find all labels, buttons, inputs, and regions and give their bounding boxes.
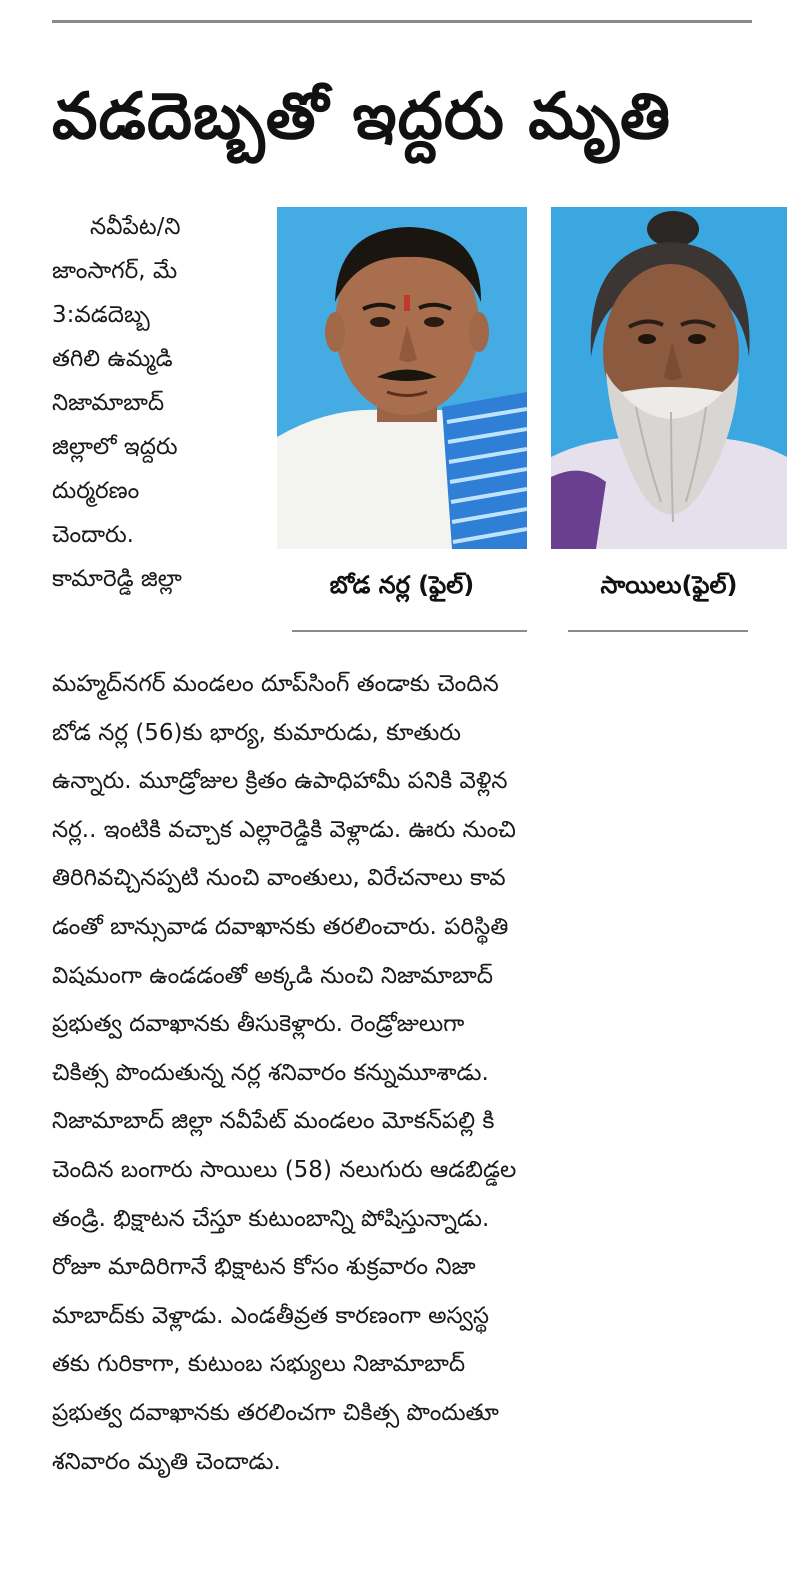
body-line: బోడ నర్ల (56)కు భార్య, కుమారుడు, కూతురు bbox=[52, 719, 461, 746]
body-line: డంతో బాన్సువాడ దవాఖానకు తరలించారు. పరిస్థితి bbox=[52, 913, 509, 940]
top-rule bbox=[52, 20, 752, 23]
intro-line: జాంసాగర్, మే bbox=[52, 258, 178, 284]
body-line: నిజామాబాద్ జిల్లా నవీపేట్ మండలం మోకన్‌పల్లి కి bbox=[52, 1108, 495, 1135]
body-line: ప్రభుత్వ దవాఖానకు తరలించగా చికిత్స పొందుతూ bbox=[52, 1399, 499, 1426]
body-line: నర్ల.. ఇంటికి వచ్చాక ఎల్లారెడ్డికి వెళ్లాడు. ఊరు నుంచి bbox=[52, 816, 516, 843]
body-line: చెందిన బంగారు సాయిలు (58) నలుగురు ఆడబిడ్డల bbox=[52, 1156, 517, 1183]
body-line: రోజూ మాదిరిగానే భిక్షాటన కోసం శుక్రవారం నిజా bbox=[52, 1254, 476, 1281]
headline: వడదెబ్బతో ఇద్దరు మృతి bbox=[52, 80, 672, 154]
intro-line: జిల్లాలో ఇద్దరు bbox=[52, 434, 178, 460]
body-line: మహ్మద్‌నగర్ మండలం దూప్‌సింగ్ తండాకు చెందిన bbox=[52, 671, 499, 697]
body-line: తిరిగివచ్చినప్పటి నుంచి వాంతులు, విరేచనాలు కావ bbox=[52, 865, 506, 892]
intro-line: చెందారు. bbox=[52, 522, 134, 548]
intro-column bbox=[52, 205, 267, 601]
caption-rule-left bbox=[292, 630, 527, 632]
intro-line: 3:వడదెబ్బ bbox=[52, 302, 150, 328]
body-line: విషమంగా ఉండడంతో అక్కడి నుంచి నిజామాబాద్ bbox=[52, 962, 494, 989]
photo-boda-narla bbox=[277, 207, 527, 549]
intro-line: తగిలి ఉమ్మడి bbox=[52, 346, 173, 372]
intro-line: నిజామాబాద్ bbox=[52, 390, 165, 416]
body-line: చికిత్స పొందుతున్న నర్ల శనివారం కన్నుమూశాడు. bbox=[52, 1059, 489, 1086]
body-line: మాబాద్‌కు వెళ్లాడు. ఎండతీవ్రత కారణంగా అస్వస్థ bbox=[52, 1302, 490, 1329]
intro-line: నవీపేట/ని bbox=[90, 214, 181, 240]
body-line: ప్రభుత్వ దవాఖానకు తీసుకెళ్లారు. రెండ్రోజులుగా bbox=[52, 1011, 465, 1038]
intro-line: కామారెడ్డి జిల్లా bbox=[52, 566, 182, 592]
photo-sailu bbox=[551, 207, 787, 549]
portrait-sailu bbox=[551, 207, 787, 549]
caption-boda-narla: బోడ నర్ల (ఫైల్) bbox=[329, 571, 475, 599]
body-line: శనివారం మృతి చెందాడు. bbox=[52, 1448, 281, 1475]
body-line: తండ్రి. భిక్షాటన చేస్తూ కుటుంబాన్ని పోషిస్తున్నాడు. bbox=[52, 1205, 490, 1232]
portrait-boda-narla bbox=[277, 207, 527, 549]
caption-sailu: సాయిలు(ఫైల్) bbox=[600, 571, 738, 599]
body-line: ఉన్నారు. మూడ్రోజుల క్రితం ఉపాధిహామీ పనికి వెళ్లిన bbox=[52, 768, 508, 795]
body-line: తకు గురికాగా, కుటుంబ సభ్యులు నిజామాబాద్ bbox=[52, 1351, 466, 1378]
article-body bbox=[52, 660, 752, 1486]
intro-line: దుర్మరణం bbox=[52, 478, 140, 504]
caption-rule-right bbox=[568, 630, 748, 632]
